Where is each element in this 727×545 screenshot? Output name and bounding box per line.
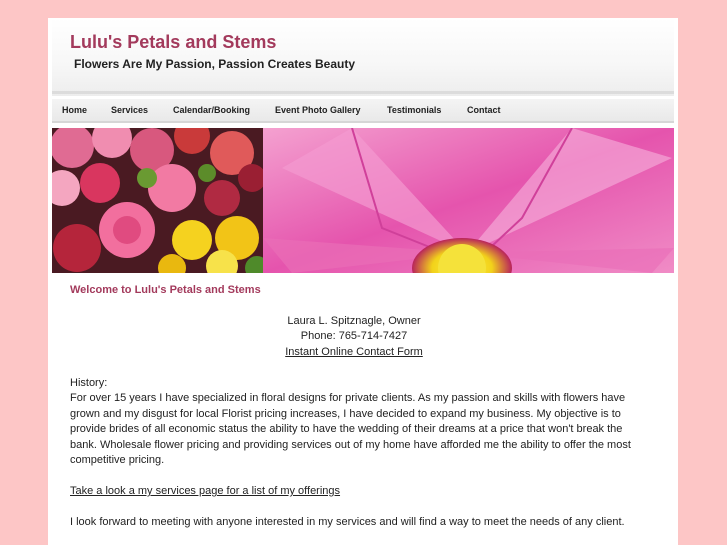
nav-calendar-booking[interactable]: Calendar/Booking [173, 105, 251, 115]
owner-name: Laura L. Spitznagle, Owner [287, 314, 421, 327]
owner-info [70, 314, 638, 361]
flower-banner-graphic [52, 128, 674, 273]
site-header [52, 18, 674, 96]
closing-text: I look forward to meeting with anyone interested in my services and will find a way to meet the needs of any client. [70, 516, 625, 528]
page-container [48, 18, 678, 545]
nav-testimonials[interactable]: Testimonials [387, 105, 442, 115]
history-label: History: [70, 376, 108, 389]
nav-event-photo-gallery[interactable]: Event Photo Gallery [275, 105, 361, 115]
site-tagline: Flowers Are My Passion, Passion Creates Beauty [74, 57, 355, 71]
nav-home[interactable]: Home [62, 105, 88, 115]
welcome-heading: Welcome to Lulu's Petals and Stems [70, 284, 261, 296]
contact-form-link[interactable]: Instant Online Contact Form [285, 345, 423, 358]
nav-contact[interactable]: Contact [467, 105, 501, 115]
owner-phone: Phone: 765-714-7427 [300, 330, 408, 342]
banner-image [52, 128, 674, 273]
main-nav [52, 99, 674, 123]
main-content [70, 283, 638, 531]
site-title[interactable]: Lulu's Petals and Stems [70, 32, 277, 52]
nav-services[interactable]: Services [111, 105, 149, 115]
services-link[interactable]: Take a look a my services page for a list of my offerings [70, 485, 341, 497]
header-divider [52, 91, 674, 94]
history-text: For over 15 years I have specialized in floral designs for private clients. As my passion and skills with flowers have grown and my disgust for local Florist pricing increases, I have decided to expand my business. My objective is to provide brides of all economic status the ability to have the wedding of their dreams at a price that won't break the bank. Wholesale flower pricing and providing services out of my home have afforded me the ability to offer the most competitive pricing. [70, 392, 631, 466]
